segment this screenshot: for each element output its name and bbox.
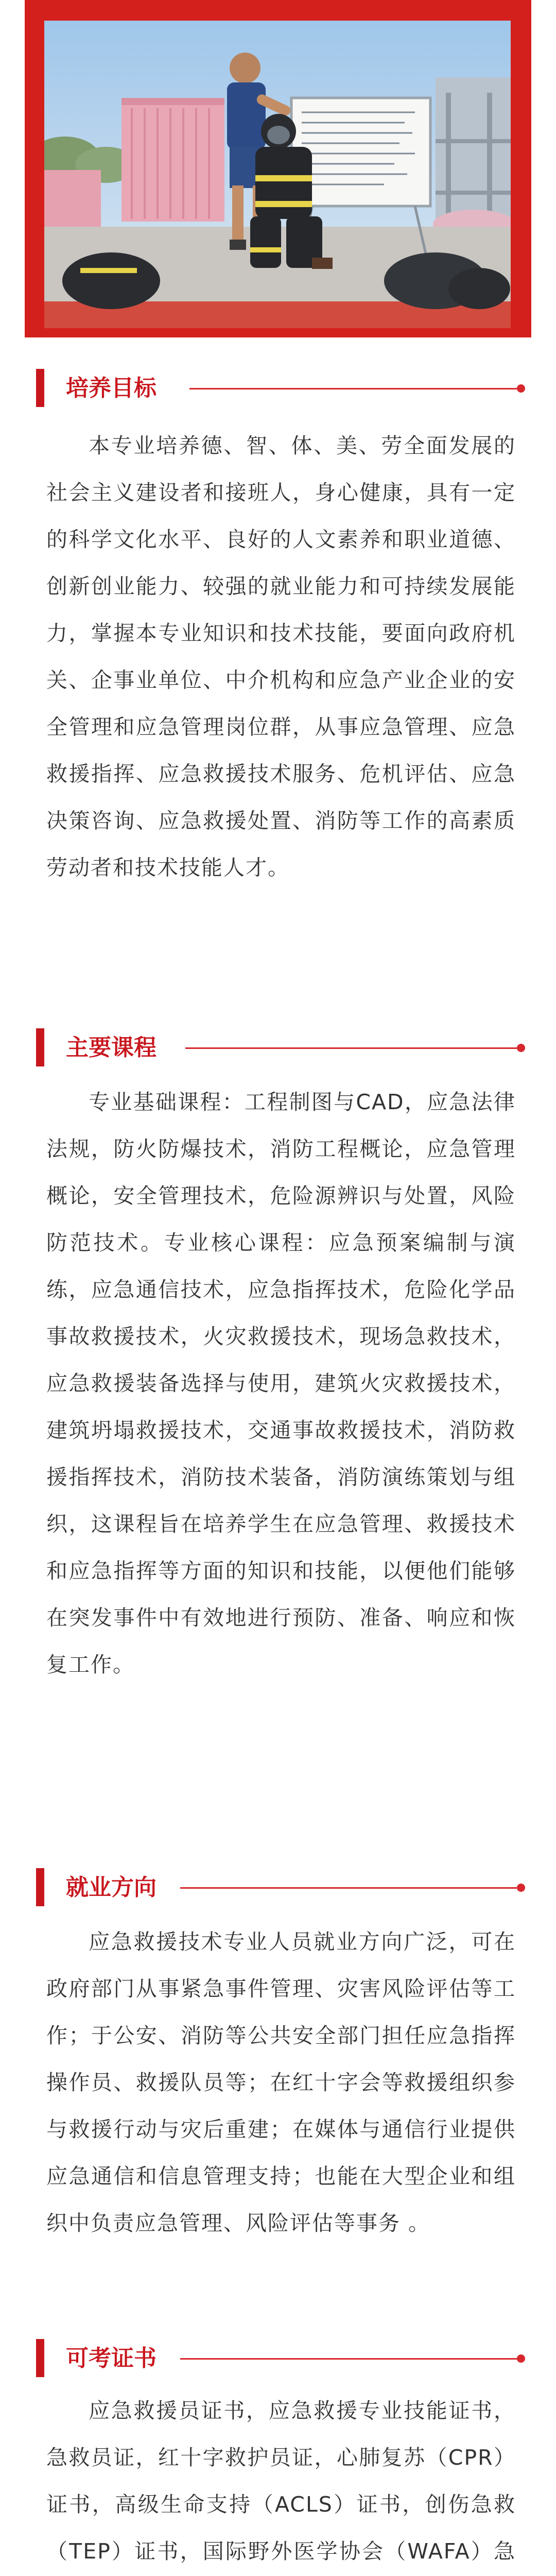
section-divider-line <box>180 1887 517 1889</box>
hero-photo <box>44 21 511 328</box>
section-header <box>0 2337 556 2375</box>
section-body-text: 应急救援员证书，应急救援专业技能证书，急救员证，红十字救护员证，心肺复苏（CPR）证书，高级生命支持（ACLS）证书，创伤急救（TEP）证书，国际野外医学协会（WAFA）急 <box>46 2398 516 2564</box>
section-training-goal <box>0 367 556 880</box>
section-marker-bar <box>36 1868 44 1906</box>
section-divider-line <box>185 1047 517 1049</box>
section-divider-line <box>180 2358 517 2360</box>
section-main-courses <box>0 1026 556 1677</box>
section-certificates <box>0 2337 556 2564</box>
section-title: 主要课程 <box>66 1035 157 1061</box>
section-divider-dot <box>517 1884 525 1892</box>
section-employment-direction <box>0 1866 556 2235</box>
firefighter-training-illustration <box>44 21 511 328</box>
section-marker-bar <box>36 369 44 407</box>
section-divider-dot <box>517 2354 525 2363</box>
section-header <box>0 1026 556 1064</box>
section-title: 培养目标 <box>66 375 157 401</box>
section-title: 就业方向 <box>66 1874 157 1901</box>
section-marker-bar <box>36 1028 44 1066</box>
section-body-text: 应急救援技术专业人员就业方向广泛，可在政府部门从事紧急事件管理、灾害风险评估等工作；于公安、消防等公共安全部门担任应急指挥操作员、救援队员等；在红十字会等救援组织参与救援行动与灾后重建；在媒体与通信行业提供应急通信和信息管理支持；也能在大型企业和组织中负责应急管理、风险评估等事务 。 <box>46 1929 516 2235</box>
section-header <box>0 1866 556 1904</box>
section-body-text: 专业基础课程：工程制图与CAD，应急法律法规，防火防爆技术，消防工程概论，应急管理概论，安全管理技术，危险源辨识与处置，风险防范技术。专业核心课程：应急预案编制与演练，应急通信技术，应急指挥技术，危险化学品事故救援技术，火灾救援技术，现场急救技术，应急救援装备选择与使用，建筑火灾救援技术，建筑坍塌救援技术，交通事故救援技术，消防救援指挥技术，消防技术装备，消防演练策划与组织，这课程旨在培养学生在应急管理、救援技术和应急指挥等方面的知识和技能，以便他们能够在突发事件中有效地进行预防、准备、响应和恢复工作。 <box>46 1090 516 1677</box>
section-divider-dot <box>517 384 525 393</box>
section-body-text: 本专业培养德、智、体、美、劳全面发展的社会主义建设者和接班人，身心健康，具有一定的科学文化水平、良好的人文素养和职业道德、创新创业能力、较强的就业能力和可持续发展能力，掌握本专业知识和技术技能，要面向政府机关、企事业单位、中介机构和应急产业企业的安全管理和应急管理岗位群，从事应急管理、应急救援指挥、应急救援技术服务、危机评估、应急决策咨询、应急救援处置、消防等工作的高素质劳动者和技术技能人才。 <box>46 433 516 880</box>
section-title: 可考证书 <box>66 2345 157 2371</box>
section-divider-dot <box>517 1044 525 1052</box>
section-header <box>0 367 556 405</box>
section-marker-bar <box>36 2339 44 2377</box>
section-divider-line <box>189 388 517 389</box>
